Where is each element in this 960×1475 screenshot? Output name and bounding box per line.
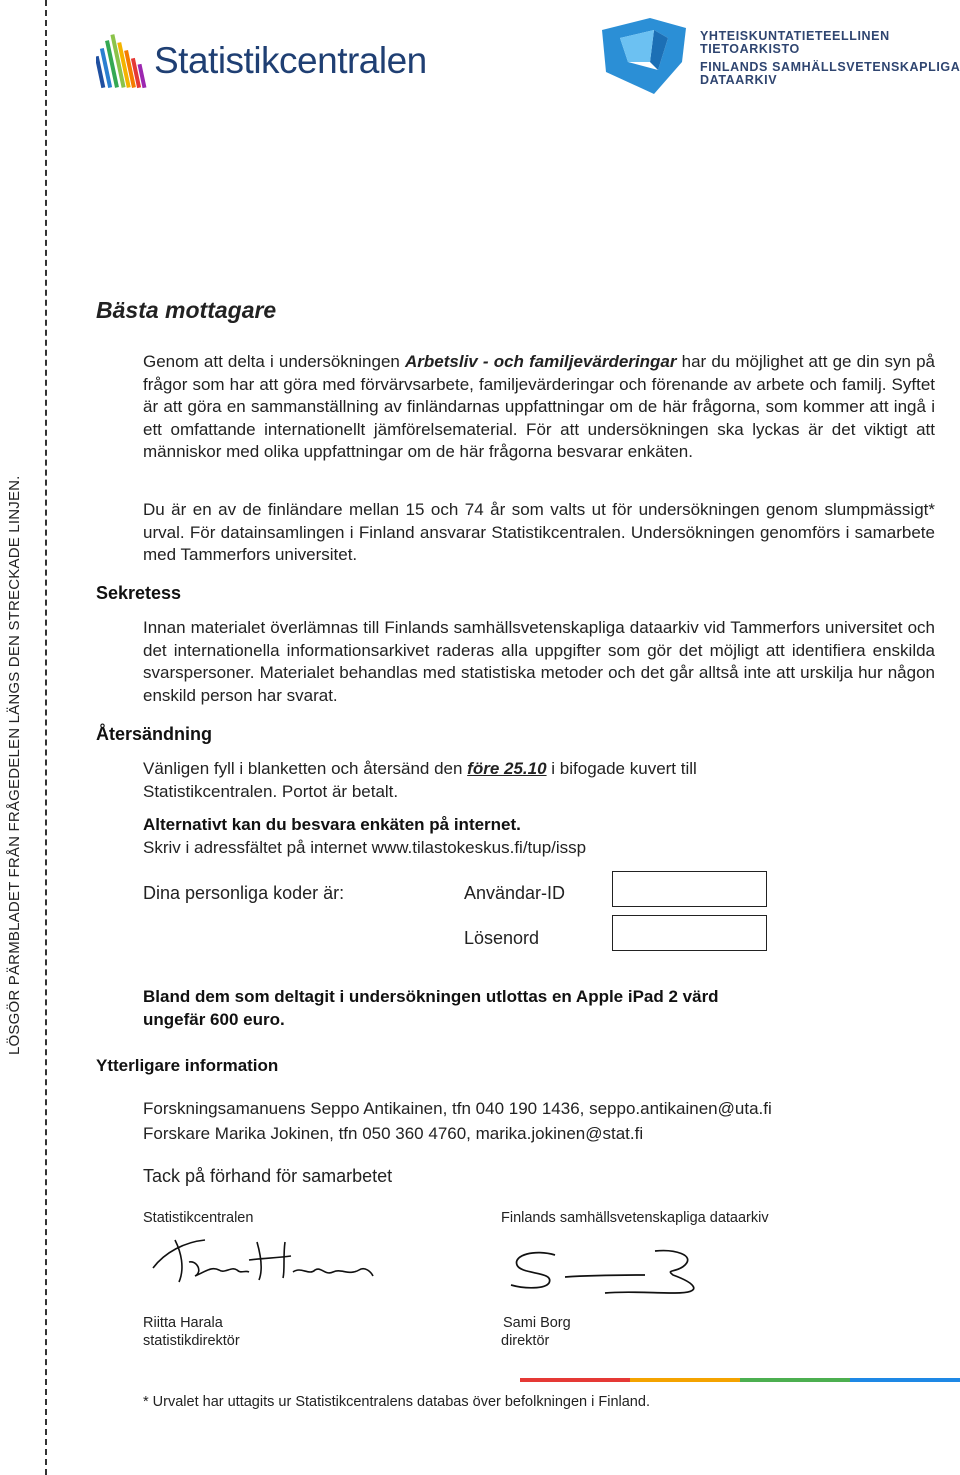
info-heading: Ytterligare information: [96, 1056, 279, 1075]
return-instruction-line1: [143, 759, 697, 779]
left-signer-title: statistikdirektör: [143, 1333, 240, 1349]
return-deadline: före 25.10: [467, 759, 547, 778]
harala-signature: [145, 1232, 380, 1292]
thanks-text: Tack på förhand för samarbetet: [143, 1166, 393, 1186]
fsd-logo: [598, 16, 960, 96]
atersandning-heading: Återsändning: [96, 724, 213, 744]
survey-name: Arbetsliv - och familjevärderingar: [405, 352, 677, 371]
sekretess-heading: Sekretess: [96, 583, 182, 603]
lottery-line-1: Bland dem som deltagit i undersökningen utlottas en Apple iPad 2 värd: [143, 987, 719, 1006]
borg-signature: [505, 1245, 720, 1300]
color-stripe: [520, 1378, 960, 1382]
internet-option: Alternativt kan du besvara enkäten på internet.: [143, 815, 521, 834]
intro-paragraph: [143, 351, 935, 464]
salutation-title: Bästa mottagare: [96, 297, 277, 323]
contact-jokinen: Forskare Marika Jokinen, tfn 050 360 4760, marika.jokinen@stat.fi: [143, 1124, 644, 1143]
return-text: Vänligen fyll i blanketten och återsänd den: [143, 759, 468, 778]
password-label: Lösenord: [464, 928, 540, 948]
right-signer-title: direktör: [501, 1333, 550, 1349]
personal-codes-label: Dina personliga koder är:: [143, 883, 345, 903]
internet-address: Skriv i adressfältet på internet www.tilastokeskus.fi/tup/issp: [143, 838, 587, 857]
lottery-line-2: ungefär 600 euro.: [143, 1010, 285, 1029]
return-text-end: i bifogade kuvert till: [546, 759, 697, 778]
right-signature-org: Finlands samhällsvetenskapliga dataarkiv: [501, 1210, 769, 1226]
fsd-logo-line-4: DATAARKIV: [700, 73, 778, 87]
left-signer-name: Riitta Harala: [143, 1315, 223, 1331]
user-id-label: Användar-ID: [464, 883, 566, 903]
left-signature-org: Statistikcentralen: [143, 1210, 254, 1226]
statistikcentralen-logo: [96, 30, 426, 94]
contact-antikainen: Forskningsamanuens Seppo Antikainen, tfn 040 190 1436, seppo.antikainen@uta.fi: [143, 1099, 772, 1118]
footnote: * Urvalet har uttagits ur Statistikcentralens databas över befolkningen i Finland.: [143, 1394, 650, 1410]
sekretess-paragraph: Innan materialet överlämnas till Finlands samhällsvetenskapliga dataarkiv vid Tammerfors universitet och det internationella informationsarkivet raderas alla uppgifter som gör det möjligt att identifiera enskilda svarspersoner. Materialet behandlas med statistiska metoder och det går alltså inte att urskilja hur någon enskild person har svarat.: [143, 618, 935, 705]
statistikcentralen-logo-mark: [96, 30, 152, 94]
statistikcentralen-logo-text: Statistikcentralen: [154, 40, 427, 81]
tear-off-dashed-line: [45, 0, 47, 1475]
selection-paragraph: Du är en av de finländare mellan 15 och 74 år som valts ut för undersökningen genom slumpmässigt* urval. För datainsamlingen i Finland ansvarar Statistikcentralen. Undersökningen genomförs i samarbete med Tammerfors universitet.: [143, 500, 935, 564]
password-box: [612, 915, 767, 951]
tear-off-instruction: LÖSGÖR PÄRMBLADET FRÅN FRÅGEDELEN LÄNGS DEN STRECKADE LINJEN.: [6, 475, 23, 1055]
right-signer-name: Sami Borg: [503, 1315, 571, 1331]
intro-text-rest: har du möjlighet att ge din syn på frågor som har att göra med förvärvsarbete, familjevärderingar och förenande av arbete och familj. Syftet är att göra en sammanställning av finländarnas uppfattningar om de här frågorna, som kommer att ingå i ett omfattande internationellt jämförelsematerial. För att undersökningen ska lyckas är det viktigt att människor med olika uppfattningar om de här frågorna besvarar enkäten.: [143, 352, 935, 461]
fsd-logo-line-1: YHTEISKUNTATIETEELLINEN: [700, 29, 890, 43]
user-id-box: [612, 871, 767, 907]
intro-text-start: Genom att delta i undersökningen: [143, 352, 405, 371]
fsd-logo-line-3: FINLANDS SAMHÄLLSVETENSKAPLIGA: [700, 60, 960, 74]
fsd-logo-mark: [598, 16, 690, 96]
fsd-logo-line-2: TIETOARKISTO: [700, 42, 800, 56]
return-instruction-line2: Statistikcentralen. Portot är betalt.: [143, 782, 399, 801]
